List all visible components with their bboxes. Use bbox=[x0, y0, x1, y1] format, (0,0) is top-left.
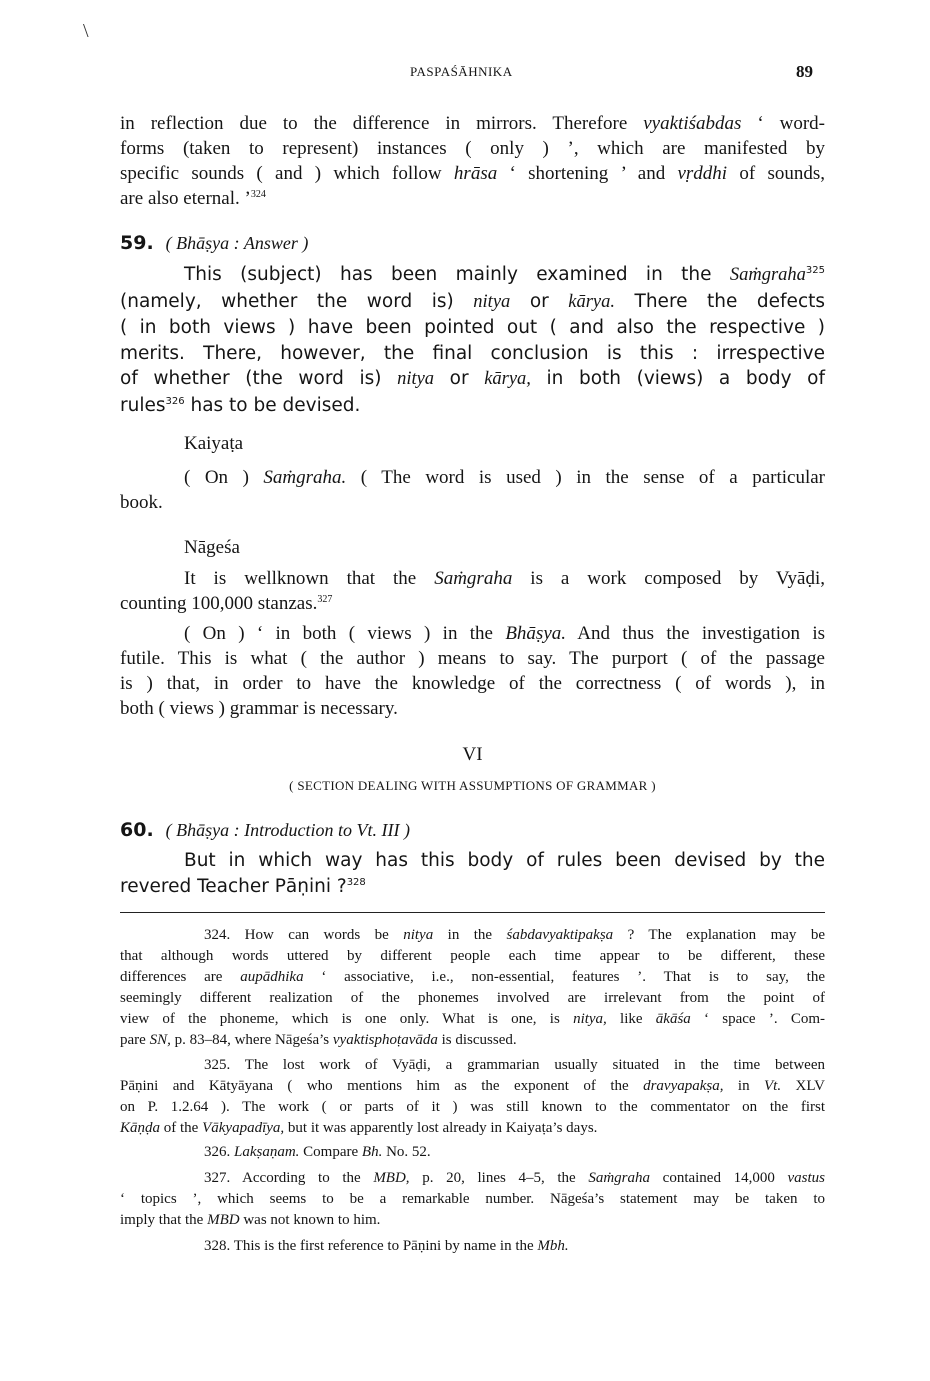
nagesa-para-1: It is wellknown that the Saṁgraha is a work composed by Vyāḍi, counting 100,000 stanzas.$^{327}$ bbox=[120, 568, 825, 614]
running-title: PASPAŚĀHNIKA bbox=[410, 64, 513, 79]
kaiyata-heading: Kaiyaṭa bbox=[184, 433, 244, 454]
footnote-ref-324: 324 bbox=[250, 189, 266, 200]
section-60-text: But in which way has this body of rules been devised by the revered Teacher Pāṇini ?$^{328}$ bbox=[120, 850, 825, 897]
running-header bbox=[120, 64, 825, 84]
footnote-325: 325. The lost work of Vyāḍi, a grammarian usually situated in the time between Pāṇini and Kātyāyana ( who mentions him as the exponent of the dravyapakṣa, in Vt. XLV on P. 1.2.64 ). The work ( or parts of it ) was still known to the commentator on the first Kāṇḍa of the Vākyapadīya, but it was apparently lost already in Kaiyaṭa’s days. bbox=[120, 1057, 825, 1136]
section-label: ( Bhāṣya : Introduction to Vt. III ) bbox=[165, 820, 410, 840]
section-title: ( SECTION DEALING WITH ASSUMPTIONS OF GRAMMAR ) bbox=[289, 778, 656, 793]
intro-paragraph: in reflection due to the difference in mirrors. Therefore vyaktiśabdas ‘ word- forms (taken to represent) instances ( only ) ’, which are manifested by specific sounds ( and ) which follow hrāsa ‘ shortening ’ and vṛddhi of sounds, are also eternal. ’$^{324}$ bbox=[120, 113, 826, 209]
page-number: 89 bbox=[796, 62, 813, 81]
footnote-rule bbox=[120, 912, 825, 913]
nagesa-para-2: ( On ) ‘ in both ( views ) in the Bhāṣya. And thus the investigation is futile. This is what ( the author ) means to say. The purport ( of the passage is ) that, in order to have the knowledge of the correctness ( of words ), in both ( views ) grammar is necessary. bbox=[120, 623, 826, 719]
section-numeral: VI bbox=[462, 744, 483, 765]
section-number: 60. bbox=[120, 819, 154, 841]
section-59-heading bbox=[120, 232, 308, 254]
footnote-327: 327. According to the MBD, p. 20, lines 4–5, the Saṁgraha contained 14,000 vastus ‘ topics ’, which seems to be a remarkable number. Nāgeśa’s statement may be taken to imply that the MBD was not known to him. bbox=[120, 1170, 826, 1228]
section-label: ( Bhāṣya : Answer ) bbox=[165, 233, 309, 253]
stray-mark: \ bbox=[83, 20, 89, 42]
kaiyata-text: ( On ) Saṁgraha. ( The word is used ) in the sense of a particular book. bbox=[120, 467, 825, 513]
section-59-text: This (subject) has been mainly examined in the Saṁgraha$^{325}$ (namely, whether the word is) nitya or kārya. There the defects ( in both views ) have been pointed out ( and also the respective ) merits. There, however, the final conclusion is this : irrespective of whether (the word is) nitya or kārya, in both (views) a body of rules$^{326}$ has to be devised. bbox=[120, 264, 826, 416]
footnote-324: 324. How can words be nitya in the śabdavyaktipakṣa ? The explanation may be that although words uttered by different people each time appear to be different, these differences are aupādhika ‘ associative, i.e., non-essential, features ’. That is to say, the seemingly different realization of the phonemes involved are irrelevant from the point of view of the phoneme, which is one only. What is one, is nitya, like ākāśa ‘ space ’. Com- pare SN, p. 83–84, where Nāgeśa’s vyaktisphoṭavāda is discussed. bbox=[120, 927, 825, 1048]
footnote-328: 328. This is the first reference to Pāṇini by name in the Mbh. bbox=[204, 1238, 569, 1254]
footnote-326: 326. Lakṣaṇam. Compare Bh. No. 52. bbox=[204, 1144, 431, 1160]
section-number: 59. bbox=[120, 232, 154, 254]
section-60-heading bbox=[120, 819, 410, 841]
nagesa-heading: Nāgeśa bbox=[184, 537, 240, 558]
